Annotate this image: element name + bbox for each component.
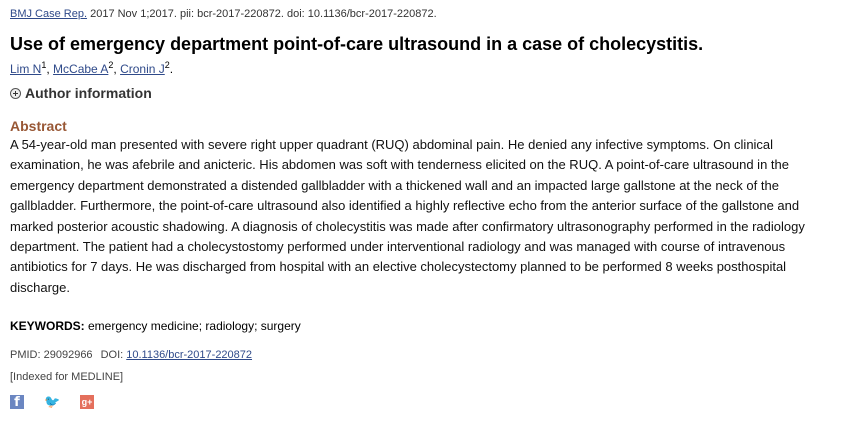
author-separator: ,: [113, 62, 121, 76]
doi-label: DOI:: [100, 349, 127, 362]
author-affiliation-number: 1: [41, 60, 47, 70]
identifiers-line: [10, 348, 845, 362]
social-share-bar: [10, 395, 845, 409]
abstract-heading: Abstract: [10, 118, 67, 134]
abstract-text: A 54-year-old man presented with severe right upper quadrant (RUQ) abdominal pain. He denied any infective symptoms. On clinical examination, he was afebrile and anicteric. His abdomen was soft with tenderness elicited on the RUQ. A point-of-care ultrasound in the emergency department demonstrated a distended gallbladder with a thickened wall and an impacted large gallstone at the neck of the gallbladder. Furthermore, the point-of-care ultrasound also identified a highly reflective echo from the anterior surface of the gallstone and marked posterior acoustic shadowing. A diagnosis of cholecystitis was made after confirmatory ultrasonography performed in the radiology department. The patient had a cholecystostomy performed under interventional radiology and was managed with course of intravenous antibiotics for 7 days. He was discharged from hospital with an elective cholecystectomy planned to be performed 8 weeks posthospital discharge.: [10, 137, 805, 295]
article-title: Use of emergency department point-of-care ultrasound in a case of cholecystitis.: [10, 34, 704, 54]
author-list: [10, 61, 845, 77]
citation-details: 2017 Nov 1;2017. pii: bcr-2017-220872. doi: 10.1136/bcr-2017-220872.: [87, 8, 437, 20]
keywords-values: emergency medicine; radiology; surgery: [84, 319, 301, 334]
author-information-toggle[interactable]: [10, 85, 845, 101]
journal-link[interactable]: BMJ Case Rep.: [10, 8, 88, 20]
author-affiliation-number: 2: [108, 60, 114, 70]
keywords-label: KEYWORDS:: [10, 319, 85, 334]
author-information-label: Author information: [25, 85, 152, 101]
author-separator: ,: [46, 62, 54, 76]
author-link[interactable]: Cronin J: [120, 62, 165, 76]
indexed-for-medline: [Indexed for MEDLINE]: [10, 371, 124, 384]
citation-line: [10, 7, 845, 21]
author-link[interactable]: McCabe A: [53, 62, 109, 76]
author-affiliation-number: 2: [164, 60, 170, 70]
facebook-icon[interactable]: f: [10, 395, 24, 409]
expand-plus-icon[interactable]: [10, 88, 21, 99]
pmid-text: PMID: 29092966: [10, 349, 93, 362]
twitter-icon[interactable]: 🐦: [44, 394, 61, 410]
doi-link[interactable]: 10.1136/bcr-2017-220872: [126, 349, 253, 362]
google-plus-icon[interactable]: g+: [81, 397, 93, 408]
author-link[interactable]: Lim N: [10, 62, 42, 76]
author-separator: .: [169, 62, 174, 76]
keywords-line: [10, 318, 845, 334]
